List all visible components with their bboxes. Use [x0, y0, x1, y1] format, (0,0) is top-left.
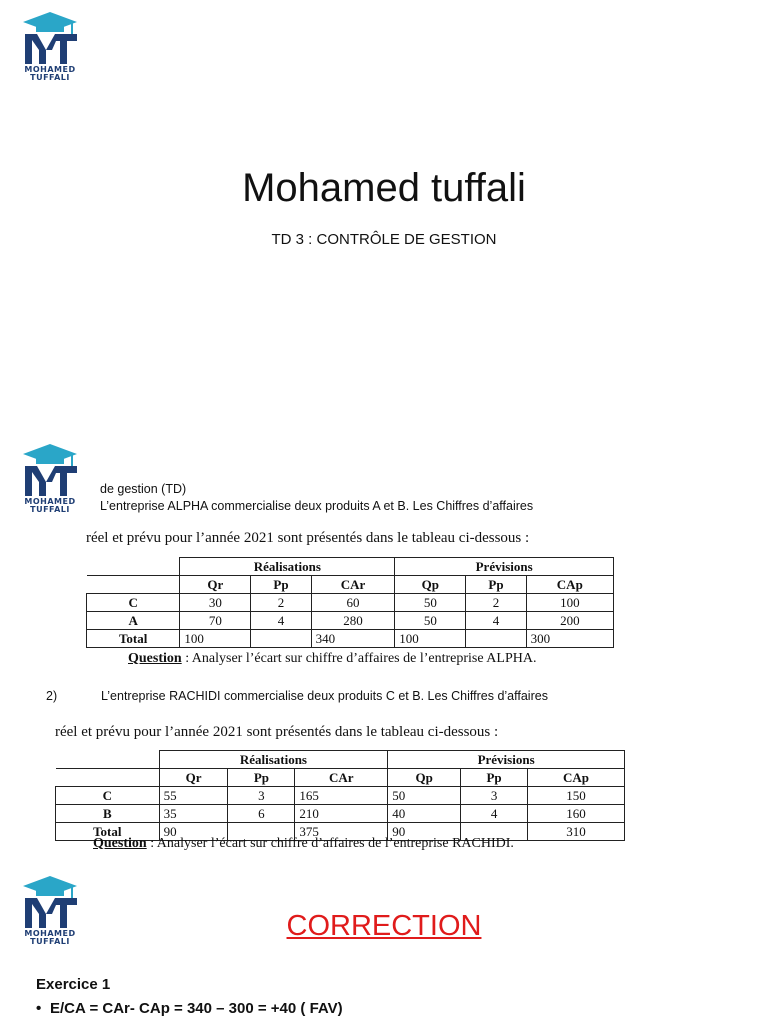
row-label: C [56, 787, 160, 805]
group-header-previsions: Prévisions [395, 558, 614, 576]
question-text: : Analyser l’écart sur chiffre d’affaires de l’entreprise ALPHA. [181, 651, 537, 666]
page-title: Mohamed tuffali [242, 166, 526, 210]
table-corner-cell [56, 769, 160, 787]
table-cell: 210 [295, 805, 388, 823]
table-cell: 40 [388, 805, 461, 823]
table-cell: 340 [311, 630, 395, 648]
question-label: Question [128, 651, 182, 666]
brand-name-line1: MOHAMED [24, 929, 76, 938]
exercise2-table [55, 750, 625, 841]
column-header: CAp [528, 769, 625, 787]
group-header-realisations: Réalisations [180, 558, 395, 576]
exercise1-intro: réel et prévu pour l’année 2021 sont présentés dans le tableau ci-dessous : [86, 530, 530, 546]
column-header: Qr [180, 576, 251, 594]
table-row [87, 612, 614, 630]
brand-name-line2: TUFFALI [30, 505, 70, 514]
exercise-heading: Exercice 1 [36, 976, 111, 993]
graduation-cap-mt-icon [19, 442, 81, 498]
correction-title: CORRECTION [286, 910, 482, 942]
table-group-header-row [87, 558, 614, 576]
formula-text: E/CA = CAr- CAp = 340 – 300 = +40 ( FAV) [50, 1000, 343, 1017]
row-label: A [87, 612, 180, 630]
brand-logo [19, 10, 81, 82]
column-header: Pp [466, 576, 526, 594]
table-column-header-row [87, 576, 614, 594]
table-cell: 55 [159, 787, 228, 805]
group-header-previsions: Prévisions [388, 751, 625, 769]
table-cell: 150 [528, 787, 625, 805]
column-header: Qp [388, 769, 461, 787]
table-cell: 4 [461, 805, 528, 823]
table-row [56, 787, 625, 805]
table-row [87, 594, 614, 612]
brand-name-line1: MOHAMED [24, 65, 76, 74]
table-cell: 3 [461, 787, 528, 805]
table-cell: 3 [228, 787, 295, 805]
column-header: CAr [311, 576, 395, 594]
table-row [56, 805, 625, 823]
question-label: Question [93, 836, 147, 851]
brand-name-line1: MOHAMED [24, 497, 76, 506]
column-header: Pp [228, 769, 295, 787]
table-cell: 375 [295, 823, 388, 841]
column-header: CAp [526, 576, 613, 594]
column-header: Pp [461, 769, 528, 787]
exercise2-number: 2) [46, 689, 58, 703]
table-cell: 165 [295, 787, 388, 805]
table-cell: 100 [526, 594, 613, 612]
page-subtitle: TD 3 : CONTRÔLE DE GESTION [271, 231, 497, 248]
table-cell: 90 [159, 823, 228, 841]
brand-name-line2: TUFFALI [30, 73, 70, 82]
table-cell: 50 [388, 787, 461, 805]
table-cell: 50 [395, 594, 466, 612]
column-header: Pp [251, 576, 311, 594]
graduation-cap-mt-icon [19, 10, 81, 66]
row-label: Total [87, 630, 180, 648]
exercise2-intro: réel et prévu pour l’année 2021 sont présentés dans le tableau ci-dessous : [55, 724, 499, 740]
table-cell: 2 [251, 594, 311, 612]
td-heading-partial: de gestion (TD) [100, 482, 187, 496]
table-cell [251, 630, 311, 648]
table-cell: 30 [180, 594, 251, 612]
bullet-icon: • [36, 1000, 42, 1017]
table-row-total [87, 630, 614, 648]
table-cell: 100 [395, 630, 466, 648]
table-cell: 4 [251, 612, 311, 630]
table-cell: 60 [311, 594, 395, 612]
table-cell: 100 [180, 630, 251, 648]
table-cell: 50 [395, 612, 466, 630]
table-cell: 35 [159, 805, 228, 823]
question-text: : Analyser l’écart sur chiffre d’affaires de l’entreprise RACHIDI. [146, 836, 514, 851]
table-cell: 2 [466, 594, 526, 612]
exercise2-statement: L’entreprise RACHIDI commercialise deux produits C et B. Les Chiffres d’affaires [101, 689, 548, 703]
table-corner-cell [56, 751, 160, 769]
row-label: C [87, 594, 180, 612]
table-cell: 70 [180, 612, 251, 630]
table-cell: 4 [466, 612, 526, 630]
column-header: Qr [159, 769, 228, 787]
table-cell: 280 [311, 612, 395, 630]
group-header-realisations: Réalisations [159, 751, 388, 769]
table-corner-cell [87, 576, 180, 594]
table-group-header-row [56, 751, 625, 769]
exercise1-statement: L’entreprise ALPHA commercialise deux produits A et B. Les Chiffres d’affaires [100, 499, 534, 513]
row-label: B [56, 805, 160, 823]
table-cell: 300 [526, 630, 613, 648]
table-cell: 90 [388, 823, 461, 841]
brand-name-line2: TUFFALI [30, 937, 70, 946]
table-cell: 310 [528, 823, 625, 841]
table-cell: 160 [528, 805, 625, 823]
table-cell [466, 630, 526, 648]
column-header: Qp [395, 576, 466, 594]
exercise2-question [93, 836, 514, 852]
row-label: Total [56, 823, 160, 841]
brand-logo [19, 442, 81, 514]
table-cell: 200 [526, 612, 613, 630]
table-corner-cell [87, 558, 180, 576]
table-column-header-row [56, 769, 625, 787]
exercise1-question [128, 651, 536, 667]
column-header: CAr [295, 769, 388, 787]
exercise1-table [86, 557, 614, 648]
table-cell: 6 [228, 805, 295, 823]
formula-line [36, 1000, 343, 1017]
